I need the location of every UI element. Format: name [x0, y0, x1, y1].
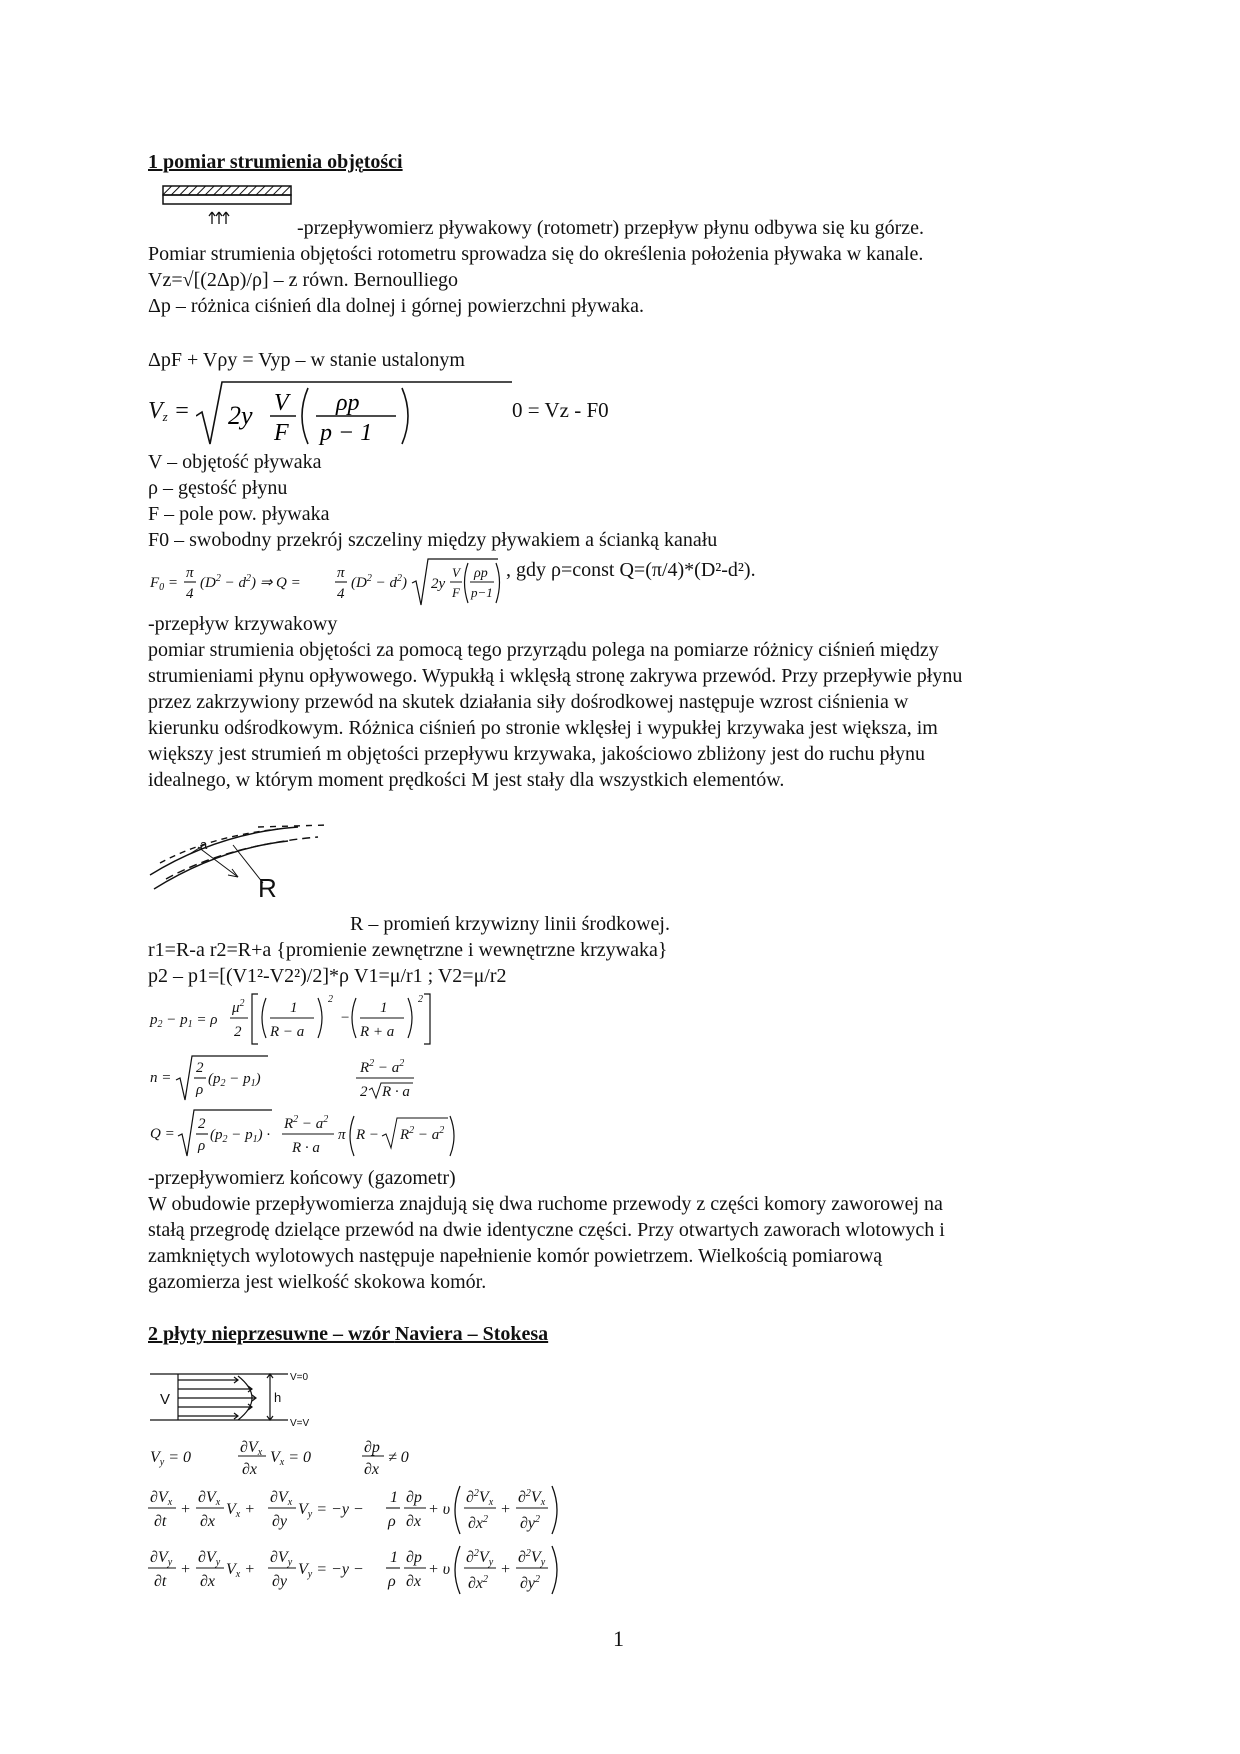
svg-text:ρp: ρp — [474, 566, 488, 581]
svg-text:Vx +: Vx + — [226, 1501, 256, 1520]
steady-state-equation: ΔpF + Vρy = Vyp – w stanie ustalonym — [148, 349, 465, 371]
f0-q-formula — [148, 555, 508, 613]
svg-text:p2 − p1 = ρ: $p_2 - p_1 = \rho$ — [150, 1012, 218, 1030]
svg-text:F: F — [452, 585, 460, 600]
svg-text:R − a: R − a — [270, 1024, 305, 1040]
svg-text:∂x: ∂x — [406, 1573, 422, 1590]
svg-text:R2 − a2: $R^2 - a^2$ — [400, 1125, 445, 1143]
rotometer-caption: -przepływomierz pływakowy (rotometr) przepływ płynu odbywa się ku górze. — [297, 217, 925, 239]
curve-paragraph-line-1: pomiar strumienia objętości za pomocą tego przyrządu polega na pomiarze różnicy ciśnień między — [148, 639, 939, 661]
section2-heading — [148, 1322, 548, 1346]
gas-paragraph-line-1: W obudowie przepływomierza znajdują się dwa ruchome przewody z części komory zaworowej na — [148, 1193, 943, 1215]
delta-p-definition: Δp – różnica ciśnień dla dolnej i górnej powierzchni pływaka. — [148, 295, 645, 317]
svg-text:+: + — [180, 1561, 191, 1578]
definition-f0: F0 – swobodny przekrój szczeliny między pływakiem a ścianką kanału — [148, 529, 718, 551]
svg-text:ρ: ρ — [198, 1138, 206, 1154]
svg-text:π: π — [186, 565, 194, 581]
radii-line: r1=R-a r2=R+a {promienie zewnętrzne i wewnętrzne krzywaka} — [148, 939, 668, 961]
section1-heading: 1 pomiar strumienia objętości — [148, 151, 403, 173]
svg-text:π: π — [337, 565, 345, 581]
svg-text:Vx = 0: Vx = 0 — [270, 1449, 312, 1468]
svg-text:∂x: ∂x — [200, 1513, 216, 1530]
svg-text:2: 2 — [234, 1024, 242, 1040]
svg-text:1: 1 — [390, 1549, 398, 1566]
svg-text:Vy = −y −: Vy = −y − — [298, 1561, 364, 1580]
svg-text:n =: n = — [150, 1070, 172, 1086]
svg-text:4: 4 — [337, 586, 345, 602]
svg-text:−: − — [340, 1010, 351, 1026]
radius-definition: R – promień krzywizny linii środkowej. — [350, 913, 670, 935]
navier-stokes-y — [148, 1542, 588, 1598]
svg-text:ρ: ρ — [388, 1573, 396, 1590]
gas-paragraph-line-3: zamkniętych wylotowych następuje napełnienie komór powietrzem. Wielkością pomiarową — [148, 1245, 883, 1267]
pressure-difference: p2 – p1=[(V1²-V2²)/2]*ρ V1=μ/r1 ; V2=μ/r2 — [148, 965, 507, 987]
plates-diagram — [148, 1368, 333, 1428]
svg-text:1: 1 — [290, 1000, 298, 1016]
svg-text:∂t: ∂t — [154, 1573, 167, 1590]
svg-text:R2 − a2: $R^2 - a^2$ — [284, 1114, 329, 1132]
section2-heading-part2: Naviera – Stokesa — [394, 1323, 549, 1345]
svg-text:ρp: ρp — [336, 390, 360, 416]
navier-stokes-x — [148, 1482, 588, 1538]
svg-text:2y: 2y — [228, 401, 253, 430]
svg-text:ρ: ρ — [388, 1513, 396, 1530]
svg-text:∂2Vy: ∂$^2$Vy — [466, 1548, 494, 1568]
svg-text:(D2 − d2) ⇒ Q =: $(D^2 - d^2)$ ⇒ Q = — [200, 573, 301, 591]
svg-text:∂2Vx: ∂$^2$Vx — [518, 1488, 546, 1508]
svg-text:∂Vx: ∂Vx — [270, 1489, 293, 1508]
svg-text:2: 2 — [418, 994, 423, 1005]
q-condition: , gdy ρ=const Q=(π/4)*(D²-d²). — [506, 559, 756, 581]
svg-text:≠ 0: ≠ 0 — [388, 1449, 409, 1466]
q-curve-formula — [148, 1106, 488, 1162]
definition-v: V – objętość pływaka — [148, 451, 322, 473]
label-a: a — [200, 837, 208, 852]
svg-text:(p2 − p1): $(p_2 - p_1)$ — [208, 1071, 261, 1089]
svg-text:R · a: R · a — [382, 1084, 410, 1100]
svg-text:∂p: ∂p — [364, 1439, 380, 1456]
svg-text:+: + — [180, 1501, 191, 1518]
svg-text:+ υ: + υ — [428, 1561, 451, 1578]
curve-paragraph-line-4: kierunku odśrodkowym. Różnica ciśnień po stronie wklęsłej i wypukłej krzywaka jest większa, im — [148, 717, 938, 739]
svg-text:2y: 2y — [431, 576, 446, 592]
svg-text:1: 1 — [380, 1000, 388, 1016]
svg-text:R + a: R + a — [360, 1024, 395, 1040]
svg-text:∂Vy: ∂Vy — [198, 1549, 221, 1568]
curved-pipe-diagram — [148, 815, 338, 903]
curve-paragraph-line-2: strumieniami płynu opływowego. Wypukłą i wklęsłą stronę zakrywa przewód. Przy przepływie płynu — [148, 665, 963, 687]
svg-text:∂Vx: ∂Vx — [198, 1489, 221, 1508]
svg-text:R · a: R · a — [292, 1140, 320, 1156]
svg-text:∂2Vy: ∂$^2$Vy — [518, 1548, 546, 1568]
svg-text:Vy = 0: Vy = 0 — [150, 1449, 192, 1468]
svg-text:∂x: ∂x — [242, 1461, 258, 1478]
rotometer-diagram — [160, 180, 295, 230]
svg-text:+: + — [500, 1561, 511, 1578]
definition-rho: ρ – gęstość płynu — [148, 477, 288, 499]
svg-text:F0 =: $F_0$ = — [150, 575, 179, 593]
bernoulli-equation: Vz=√[(2Δp)/ρ] – z równ. Bernoulliego — [148, 269, 459, 291]
svg-text:∂y2: $\partial y^2$ — [520, 1574, 541, 1592]
gas-paragraph-line-4: gazomierza jest wielkość skokowa komór. — [148, 1271, 487, 1293]
svg-text:1: 1 — [390, 1489, 398, 1506]
svg-text:∂x: ∂x — [200, 1573, 216, 1590]
rotometer-description: Pomiar strumienia objętości rotometru sprowadza się do określenia położenia pływaka w kanale. — [148, 243, 924, 265]
svg-text:2: 2 — [328, 994, 333, 1005]
curve-paragraph-line-5: większy jest strumień m objętości przepływu krzywaka, jakościowo zbliżony jest do ruchu płynu — [148, 743, 926, 765]
svg-text:2: 2 — [196, 1060, 204, 1076]
svg-text:∂y: ∂y — [272, 1573, 288, 1590]
curve-meter-title: -przepływ krzywakowy — [148, 613, 338, 635]
svg-text:∂Vy: ∂Vy — [270, 1549, 293, 1568]
p2-p1-formula — [148, 990, 448, 1048]
svg-text:2: 2 — [360, 1084, 368, 1100]
gas-meter-title: -przepływomierz końcowy (gazometr) — [148, 1167, 456, 1189]
curve-paragraph-line-6: idealnego, w którym moment prędkości M jest stały dla wszystkich elementów. — [148, 769, 785, 791]
svg-text:(p2 − p1) ·: $(p_2 - p_1)$ · — [210, 1127, 271, 1145]
label-r: R — [258, 873, 277, 903]
svg-text:(D2 − d2): $(D^2 - d^2)$ — [351, 573, 407, 591]
svg-text:μ2: $\mu^2$ — [232, 998, 245, 1016]
svg-text:F: F — [274, 420, 289, 446]
svg-text:∂2Vx: ∂$^2$Vx — [466, 1488, 494, 1508]
n-formula — [148, 1052, 448, 1104]
svg-text:Vy = −y −: Vy = −y − — [298, 1501, 364, 1520]
svg-text:∂y2: $\partial y^2$ — [520, 1514, 541, 1532]
plates-h-label: h — [274, 1390, 282, 1405]
svg-text:∂Vx: ∂Vx — [240, 1439, 263, 1458]
svg-text:R2 − a2: $R^2 - a^2$ — [360, 1058, 405, 1076]
document-page: 1 pomiar strumienia objętości -przepływomierz pływakowy (rotometr) przepływ płynu odbywa się ku górze. Pomiar strumienia objętości rotometru sprowadza się do określenia położenia pływaka w kanale. Vz=√[(2Δp)/ρ] – z równ. Bernoulliego Δp – różnica ciśnień dla dolnej i górnej powierzchni pływaka. ΔpF + Vρy = Vyp – w stanie ustalonym $V_z$ = 2y V F ρp p − 1 0 = Vz - F0 V – objętość pływaka ρ – gęstość płynu F – pole pow. pływaka F0 – swobodny przekrój szczeliny między pływakiem a ścianką kanału $F_0$ = π 4 $(D^2 - d^2)$ ⇒ Q = π 4 $(D^2 - d^2)$ 2y V F ρp p−1 , gdy ρ=const Q=(π/4)*(D²-d²). -przepływ krzywakowy pomiar strumienia objętości za pomocą tego przyrządu polega na pomiarze różnicy ciśnień między strumieniami płynu opływowego. Wypukłą i wklęsłą stronę zakrywa przewód. Przy przepływie płynu przez zakrzywiony przewód na skutek działania siły dośrodkowej następuje wzrost ciśnienia w kierunku odśrodkowym. Różnica ciśnień po stronie wklęsłej i wypukłej krzywaka jest większa, im większy jest strumień m objętości przepływu krzywaka, jakościowo zbliżony jest do ruchu płynu idealnego, w którym moment prędkości M jest stały dla wszystkich elementów. a R R – promień krzywizny linii środkowej. r1=R-a r2=R+a {promienie zewnętrzne i wewnętrzne krzywaka} p2 – p1=[(V1²-V2²)/2]*ρ V1=μ/r1 ; V2=μ/r2 $p_2 - p_1 = \rho$ $\mu^2$ 2 1 R − a 2 − 1 R + a 2 n = 2 ρ $(p_2 - p_1)$ $R^2 - a^2$ 2 R · a Q = 2 ρ $(p_2 - p_1)$ · $R^2 - a^2$ R · a π R − $R^2 - a^2$ -przepływomierz końcowy (gazometr) W obudowie przepływomierza znajdują się dwa ruchome przewody z części komory zaworowej na stałą przegrodę dzielące przewód na dwie identyczne części. Przy otwartych zaworach wlotowych i zamkniętych wylotowych następuje napełnienie komór powietrzem. Wielkością pomiarową gazomierza jest wielkość skokowa komór. 2 płyty nieprzesuwne – wzór Naviera – Stokesa V h V=0 V=V Vy = 0 ∂Vx ∂x Vx = 0 ∂p ∂x ≠ 0 ∂Vx ∂t + ∂Vx ∂x Vx + ∂Vx ∂y Vy = −y − 1 ρ ∂p ∂x + υ ∂$^2$Vx $\partial x^2$ + ∂$^2$Vx $\partial y^2$ ∂Vy ∂t + ∂Vy ∂x Vx + ∂Vy ∂y Vy = −y − 1 ρ ∂p ∂x + υ ∂$^2$Vy $\partial x^2$ + ∂$^2$Vy $\partial y^2$ 1 — [148, 151, 963, 1651]
svg-text:∂Vx: ∂Vx — [150, 1489, 173, 1508]
plates-vv-label: V=V — [290, 1418, 310, 1429]
svg-text:R −: R − — [356, 1127, 380, 1143]
svg-text:p − 1: p − 1 — [320, 420, 373, 446]
svg-text:p−1: p−1 — [471, 585, 493, 600]
svg-text:∂p: ∂p — [406, 1549, 422, 1566]
svg-text:4: 4 — [186, 586, 194, 602]
svg-text:Vx +: Vx + — [226, 1561, 256, 1580]
svg-text:V: V — [452, 565, 460, 580]
svg-text:π: π — [338, 1127, 346, 1143]
definition-f: F – pole pow. pływaka — [148, 503, 330, 525]
svg-text:V: V — [274, 390, 289, 416]
curve-paragraph-line-3: przez zakrzywiony przewód na skutek działania siły dośrodkowej następuje wzrost ciśnienia w — [148, 691, 909, 713]
svg-text:∂x: ∂x — [406, 1513, 422, 1530]
svg-text:ρ: ρ — [196, 1082, 204, 1098]
gas-paragraph-line-2: stałą przegrodę dzielące przewód na dwie identyczne części. Przy otwartych zaworach wlotowych i — [148, 1219, 945, 1241]
svg-text:∂y: ∂y — [272, 1513, 288, 1530]
svg-text:∂x2: $\partial x^2$ — [468, 1514, 489, 1532]
svg-text:∂p: ∂p — [406, 1489, 422, 1506]
svg-text:∂Vy: ∂Vy — [150, 1549, 173, 1568]
svg-text:2: 2 — [198, 1116, 206, 1132]
plates-v-label: V — [160, 1391, 171, 1408]
svg-text:+: + — [500, 1501, 511, 1518]
svg-text:∂x2: $\partial x^2$ — [468, 1574, 489, 1592]
svg-text:Q =: Q = — [150, 1126, 175, 1142]
boundary-conditions — [148, 1434, 448, 1480]
svg-text:∂x: ∂x — [364, 1461, 380, 1478]
plates-v0-label: V=0 — [290, 1372, 309, 1383]
equation-right: 0 = Vz - F0 — [512, 398, 609, 422]
section2-heading-part1: 2 płyty nieprzesuwne – wzór — [148, 1323, 395, 1345]
svg-text:∂t: ∂t — [154, 1513, 167, 1530]
page-number: 1 — [613, 1626, 624, 1651]
svg-text:+ υ: + υ — [428, 1501, 451, 1518]
